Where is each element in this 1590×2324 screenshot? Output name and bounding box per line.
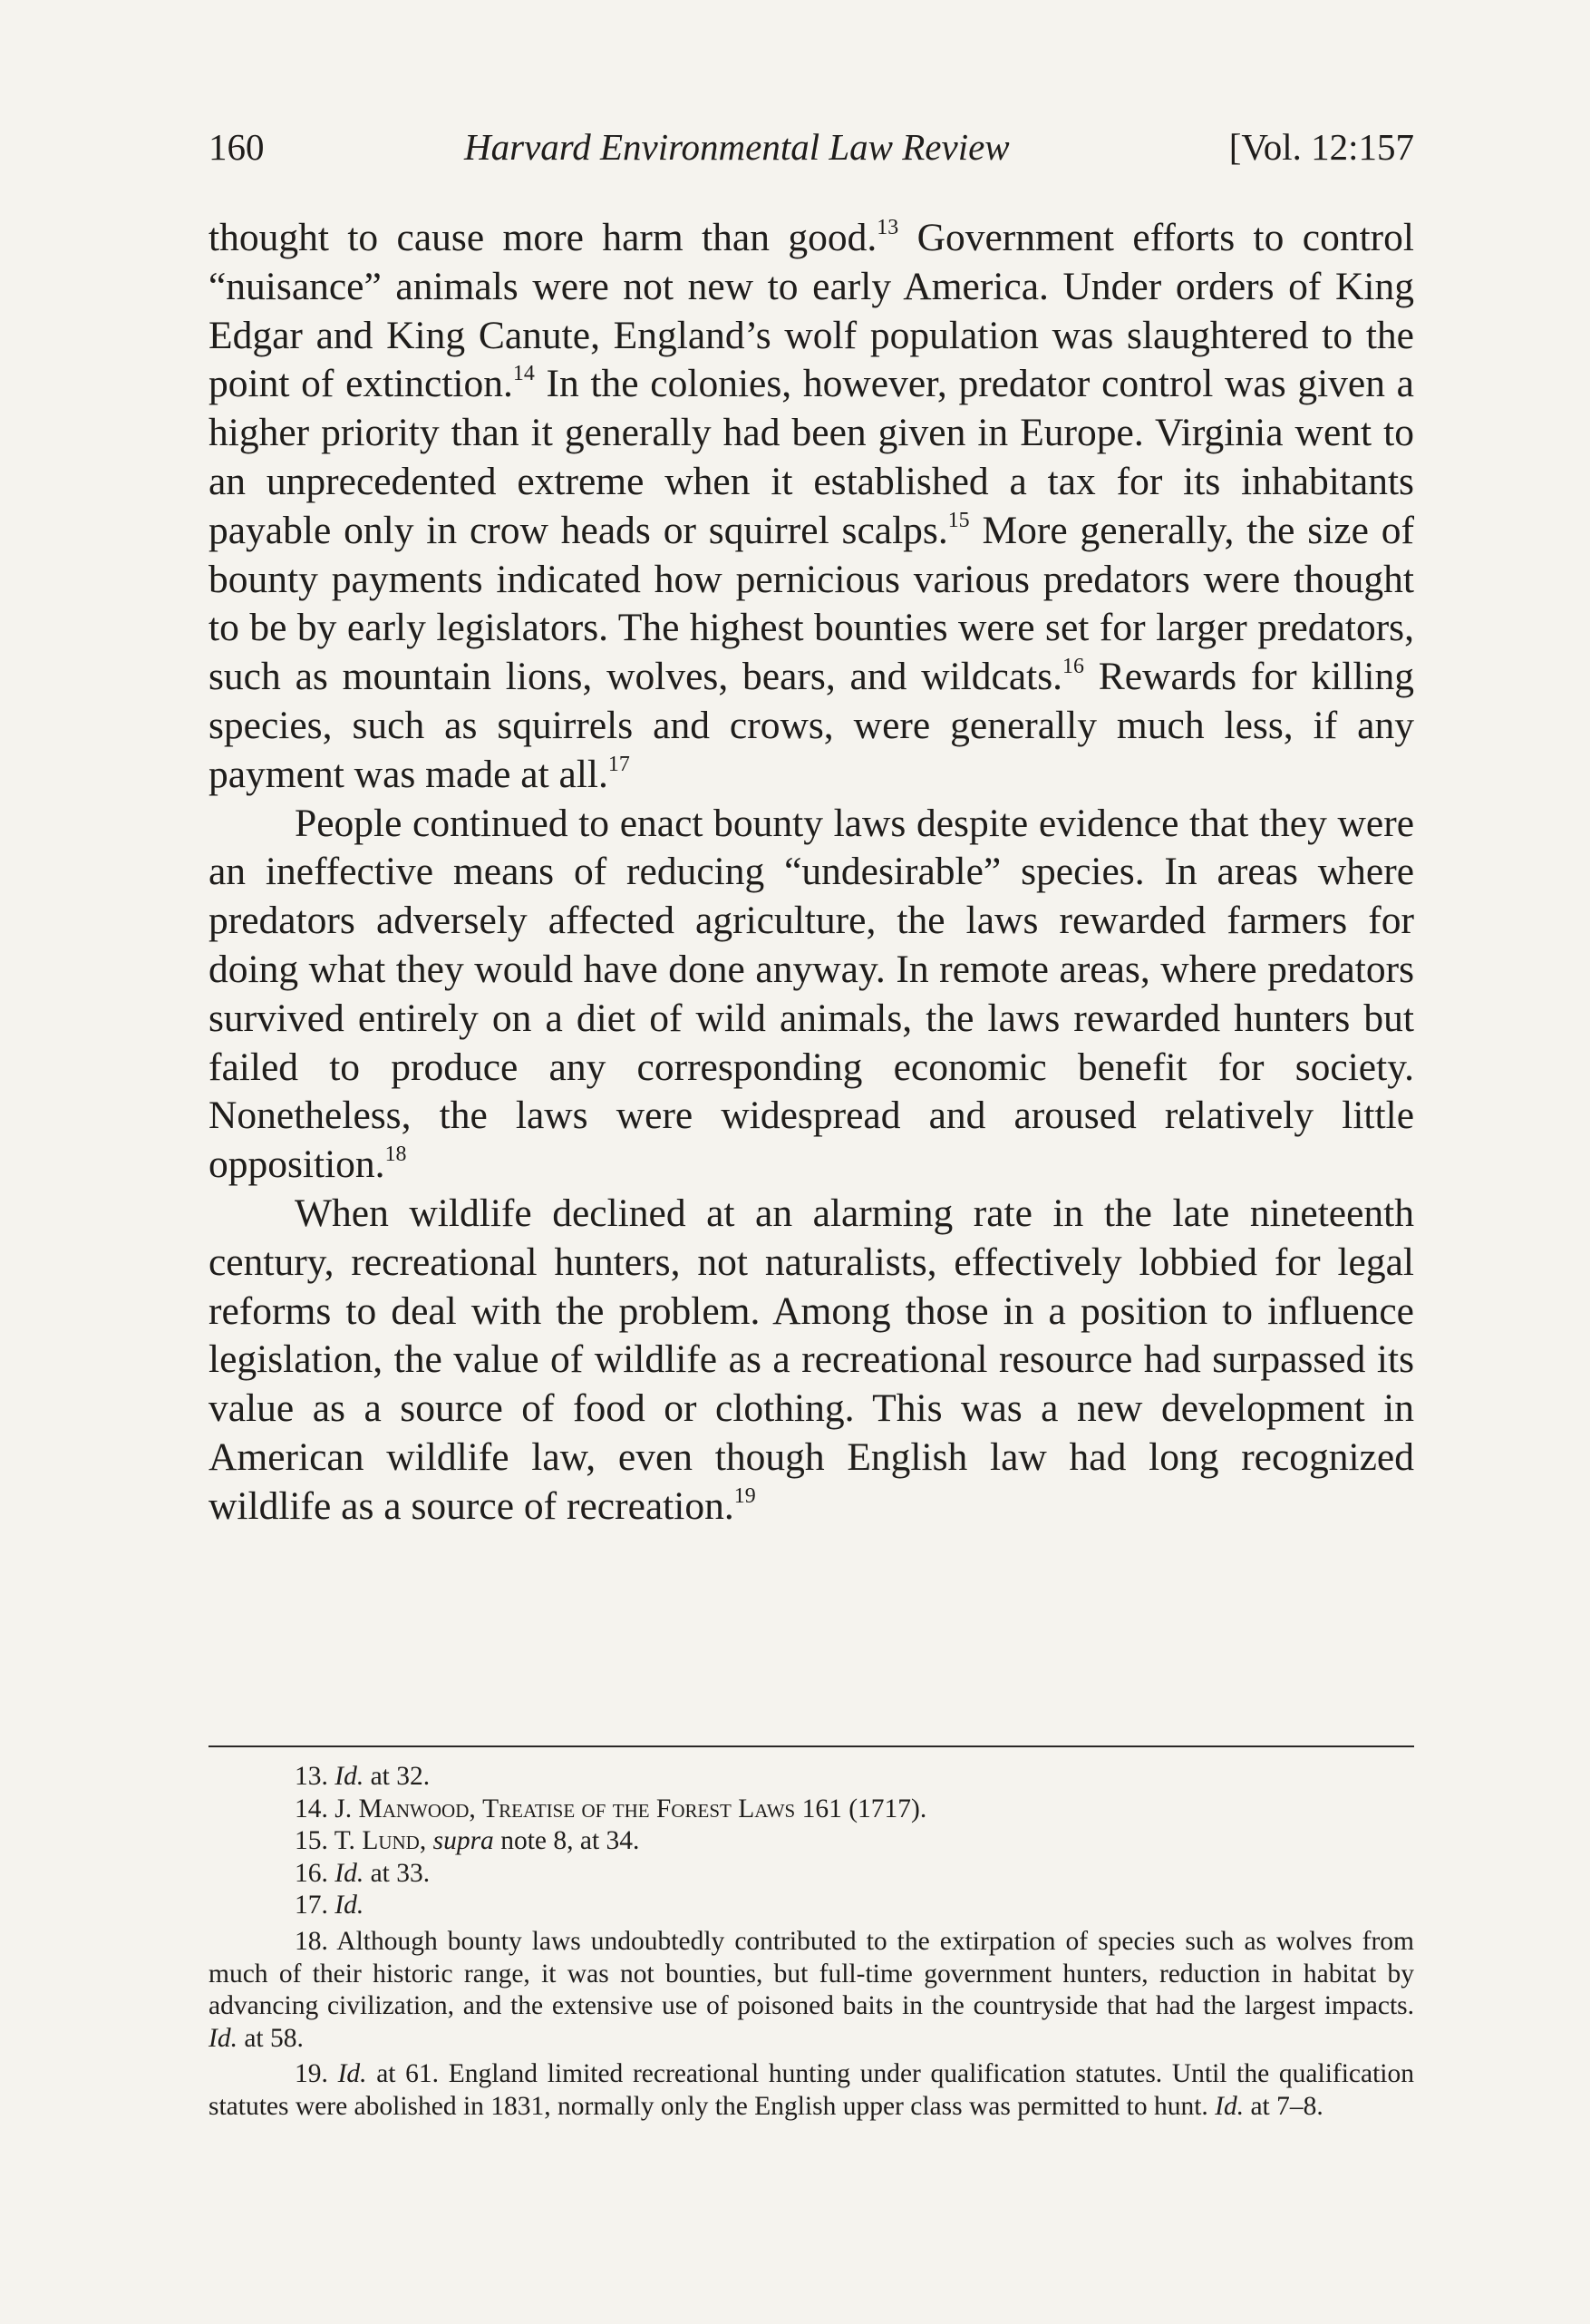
fn-text: at 32. — [364, 1762, 431, 1791]
text-run: Government efforts to control “nuisance” animals were not new to early America. Under orders of King Edgar and King Canute, England’s wolf population was slaughtered to the point of extinction. — [208, 216, 1414, 406]
footnote-16 — [208, 1858, 1414, 1891]
footnote-ref-13[interactable]: 13 — [877, 216, 899, 240]
paragraph-3 — [208, 1190, 1414, 1532]
text-run: Rewards for killing species, such as squirrels and crows, were generally much less, if any payment was made at all. — [208, 655, 1414, 796]
text-run: thought to cause more harm than good. — [208, 216, 877, 259]
footnote-14 — [208, 1794, 1414, 1826]
fn-text: 13. — [295, 1762, 335, 1791]
volume-citation: [Vol. 12:157 — [1228, 126, 1414, 168]
fn-text: at 33. — [364, 1858, 431, 1888]
footnote-ref-14[interactable]: 14 — [512, 362, 535, 386]
text-run: When wildlife declined at an alarming rate in the late nineteenth century, recreational hunters, not naturalists, effectively lobbied for legal reforms to deal with the problem. Among those in a position to influence legislation, the value of wildlife as a recreational resource had surpassed its value as a source of food or clothing. This was a new development in American wildlife law, even though English law had long recognized wildlife as a source of recreation. — [208, 1191, 1414, 1528]
fn-text: Id. — [208, 2023, 238, 2053]
fn-text: Id. — [337, 2059, 367, 2089]
fn-text: 161 (1717). — [795, 1794, 927, 1823]
body-text — [208, 214, 1414, 1532]
fn-text: , — [419, 1826, 433, 1856]
text-run: People continued to enact bounty laws despite evidence that they were an ineffective means of reducing “undesirable” species. In areas where predators adversely affected agriculture, the laws rewarded farmers for doing what they would have done anyway. In remote areas, where predators survived entirely on a diet of wild animals, the laws rewarded hunters but failed to produce any corresponding economic benefit for society. Nonetheless, the laws were widespread and aroused relatively little opposition. — [208, 801, 1414, 1187]
fn-text: 19. — [295, 2059, 338, 2089]
footnote-divider — [208, 1745, 1414, 1747]
fn-text: note 8, at 34. — [493, 1826, 640, 1856]
fn-text: Id. — [334, 1891, 364, 1920]
page-number: 160 — [208, 126, 265, 168]
footnote-ref-17[interactable]: 17 — [607, 752, 630, 776]
fn-text: , — [469, 1794, 483, 1823]
footnote-ref-15[interactable]: 15 — [947, 508, 970, 532]
fn-text: 15. T. — [295, 1826, 363, 1856]
footnotes — [208, 1761, 1414, 2124]
fn-text: 18. Although bounty laws undoubtedly contributed to the extirpation of species such as wolves from much of their historic range, it was not bounties, but full-time government hunters, reduction in habitat by advancing civilization, and the extensive use of poisoned baits in the countryside that had the largest impacts. — [208, 1926, 1414, 2021]
fn-text: Treatise of the Forest Laws — [482, 1794, 796, 1823]
footnote-17 — [208, 1890, 1414, 1922]
journal-title: Harvard Environmental Law Review — [464, 126, 1010, 168]
fn-text: at 58. — [237, 2023, 304, 2053]
fn-text: at 7–8. — [1244, 2091, 1323, 2121]
fn-text: Manwood — [358, 1794, 470, 1823]
fn-text: 16. — [295, 1858, 335, 1888]
footnote-13 — [208, 1761, 1414, 1794]
paragraph-2 — [208, 800, 1414, 1190]
text-run: More generally, the size of bounty payments indicated how pernicious various predators were thought to be by early legislators. The highest bounties were set for larger predators, such as mountain lions, wolves, bears, and wildcats. — [208, 508, 1415, 699]
fn-text: 14. J. — [295, 1794, 359, 1823]
fn-text: supra — [432, 1826, 494, 1856]
footnote-ref-16[interactable]: 16 — [1062, 655, 1084, 679]
fn-text: 17. — [295, 1891, 335, 1920]
fn-text: Lund — [362, 1826, 420, 1856]
text-run: In the colonies, however, predator control was given a higher priority than it generally had been given in Europe. Virginia went to an unprecedented extreme when it established a tax for its inhabitants payable only in crow heads or squirrel scalps. — [208, 362, 1414, 552]
footnote-19 — [208, 2058, 1414, 2123]
fn-text: Id. — [334, 1762, 364, 1791]
paragraph-1 — [208, 214, 1414, 800]
footnote-ref-19[interactable]: 19 — [733, 1483, 756, 1508]
footnote-18 — [208, 1926, 1414, 2055]
footnote-ref-18[interactable]: 18 — [384, 1143, 407, 1167]
fn-text: Id. — [334, 1858, 364, 1888]
footnote-15 — [208, 1825, 1414, 1858]
fn-text: Id. — [1215, 2091, 1245, 2121]
running-head — [208, 120, 1414, 174]
fn-text: at 61. England limited recreational hunting under qualification statutes. Until the qualification statutes were abolished in 1831, normally only the English upper class was permitted to hunt. — [208, 2059, 1414, 2121]
